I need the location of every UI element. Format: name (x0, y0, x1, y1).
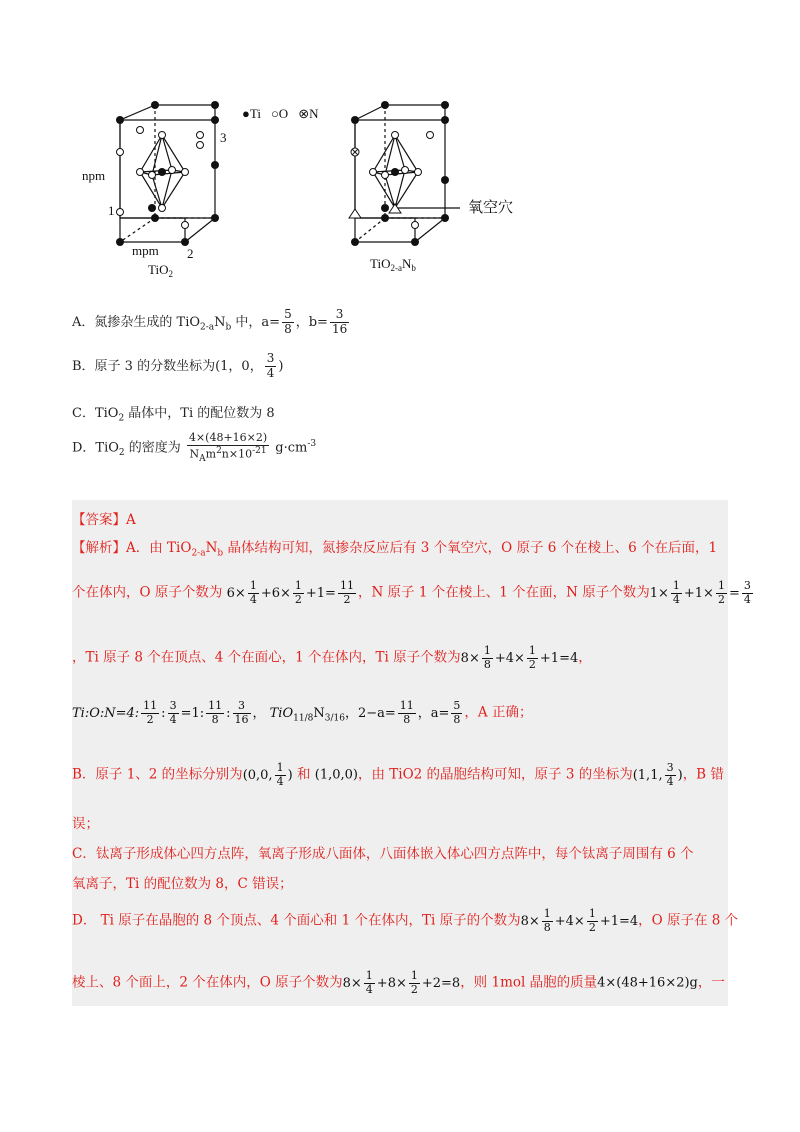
analysis-line-b-cont: 误； (72, 816, 99, 832)
option-d: D．TiO$_2$ 的密度为 $\frac{4\times(48+16\times 2)}{N_Am^2n\times 10^{-21}}$ $g\cdot cm^{-3}$ (72, 431, 317, 464)
analysis-line-4: Ti:O:N=4: $\frac{11}{2}$ : $\frac{3}{4}$ =1: $\frac{11}{8}$ : $\frac{3}{16}$ ， $TiO_{11/8}N_{3/16}$，2−a= $\frac{11}{8}$ ，a= $\frac{5}{8}$ ，A 正确； (72, 699, 533, 726)
atom-1-label: 1 (108, 203, 115, 218)
atom-2-label: 2 (187, 246, 194, 261)
vacancy-label: 氧空穴 (468, 200, 514, 216)
mpm-label: mpm (132, 243, 159, 258)
left-unit-cell (120, 105, 215, 242)
analysis-line-c-cont: 氧离子，Ti 的配位数为 8，C 错误； (72, 876, 293, 892)
analysis-line-d-cont: 棱上、8 个面上，2 个在体内，O 原子个数为8× $\frac{1}{4}$ +8× $\frac{1}{2}$ +2=8，则 1mol 晶胞的质量4×(48+16×2)g，一 (72, 969, 725, 996)
answer-title: 【答案】A (72, 512, 136, 528)
analysis-line-b: B．原子 1、2 的坐标分别为(0,0, $\frac{1}{4}$ ) 和 (1,0,0)，由 TiO2 的晶胞结构可知，原子 3 的坐标为(1,1, $\frac{3}{4}$ )，B 错 (72, 761, 724, 788)
option-b: B．原子 3 的分数坐标为(1，0， $\frac{3}{4}$ ) (72, 351, 284, 380)
crystal-cells-svg (70, 90, 590, 290)
atom-3-label: 3 (220, 130, 227, 145)
option-a: A．氮掺杂生成的 $TiO_{2-a}N_b$ 中，a= $\frac{5}{8}$ ，b= $\frac{3}{16}$ (72, 307, 348, 336)
right-caption: $TiO_{2-a}N_b$ (370, 256, 416, 273)
analysis-line-3: ，Ti 原子 8 个在顶点、4 个在面心，1 个在体内，Ti 原子个数为8× $\frac{1}{8}$ +4× $\frac{1}{2}$ +1=4， (72, 644, 592, 671)
analysis-line-d: D． Ti 原子在晶胞的 8 个顶点、4 个面心和 1 个在体内，Ti 原子的个数为8× $\frac{1}{8}$ +4× $\frac{1}{2}$ +1=4，O 原子在 8 个 (72, 907, 739, 934)
npm-label: npm (82, 168, 106, 183)
option-c: C．TiO$_2$ 晶体中，Ti 的配位数为 8 (72, 406, 275, 424)
analysis-line-2: 个在体内，O 原子个数为 6× $\frac{1}{4}$ +6× $\frac{1}{2}$ +1= $\frac{11}{2}$ ，N 原子 1 个在棱上、1 个在面，N 原子个数为1× $\frac{1}{4}$ +1× $\frac{1}{2}$ = $\frac{3}{4}$ (72, 579, 751, 606)
analysis-line-c: C．钛离子形成体心四方点阵，氧离子形成八面体，八面体嵌入体心四方点阵中，每个钛离子周围有 6 个 (72, 846, 694, 862)
legend: ●Ti ○O ⊗N (242, 106, 319, 121)
answer-explanation-box (72, 500, 751, 1006)
crystal-structure-figure (70, 90, 590, 290)
analysis-line-1: 【解析】A．由 $TiO_{2-a}N_b$ 晶体结构可知，氮掺杂反应后有 3 个氧空穴，O 原子 6 个在棱上、6 个在后面，1 (72, 540, 718, 559)
left-caption: TiO$_2$ (148, 262, 173, 279)
